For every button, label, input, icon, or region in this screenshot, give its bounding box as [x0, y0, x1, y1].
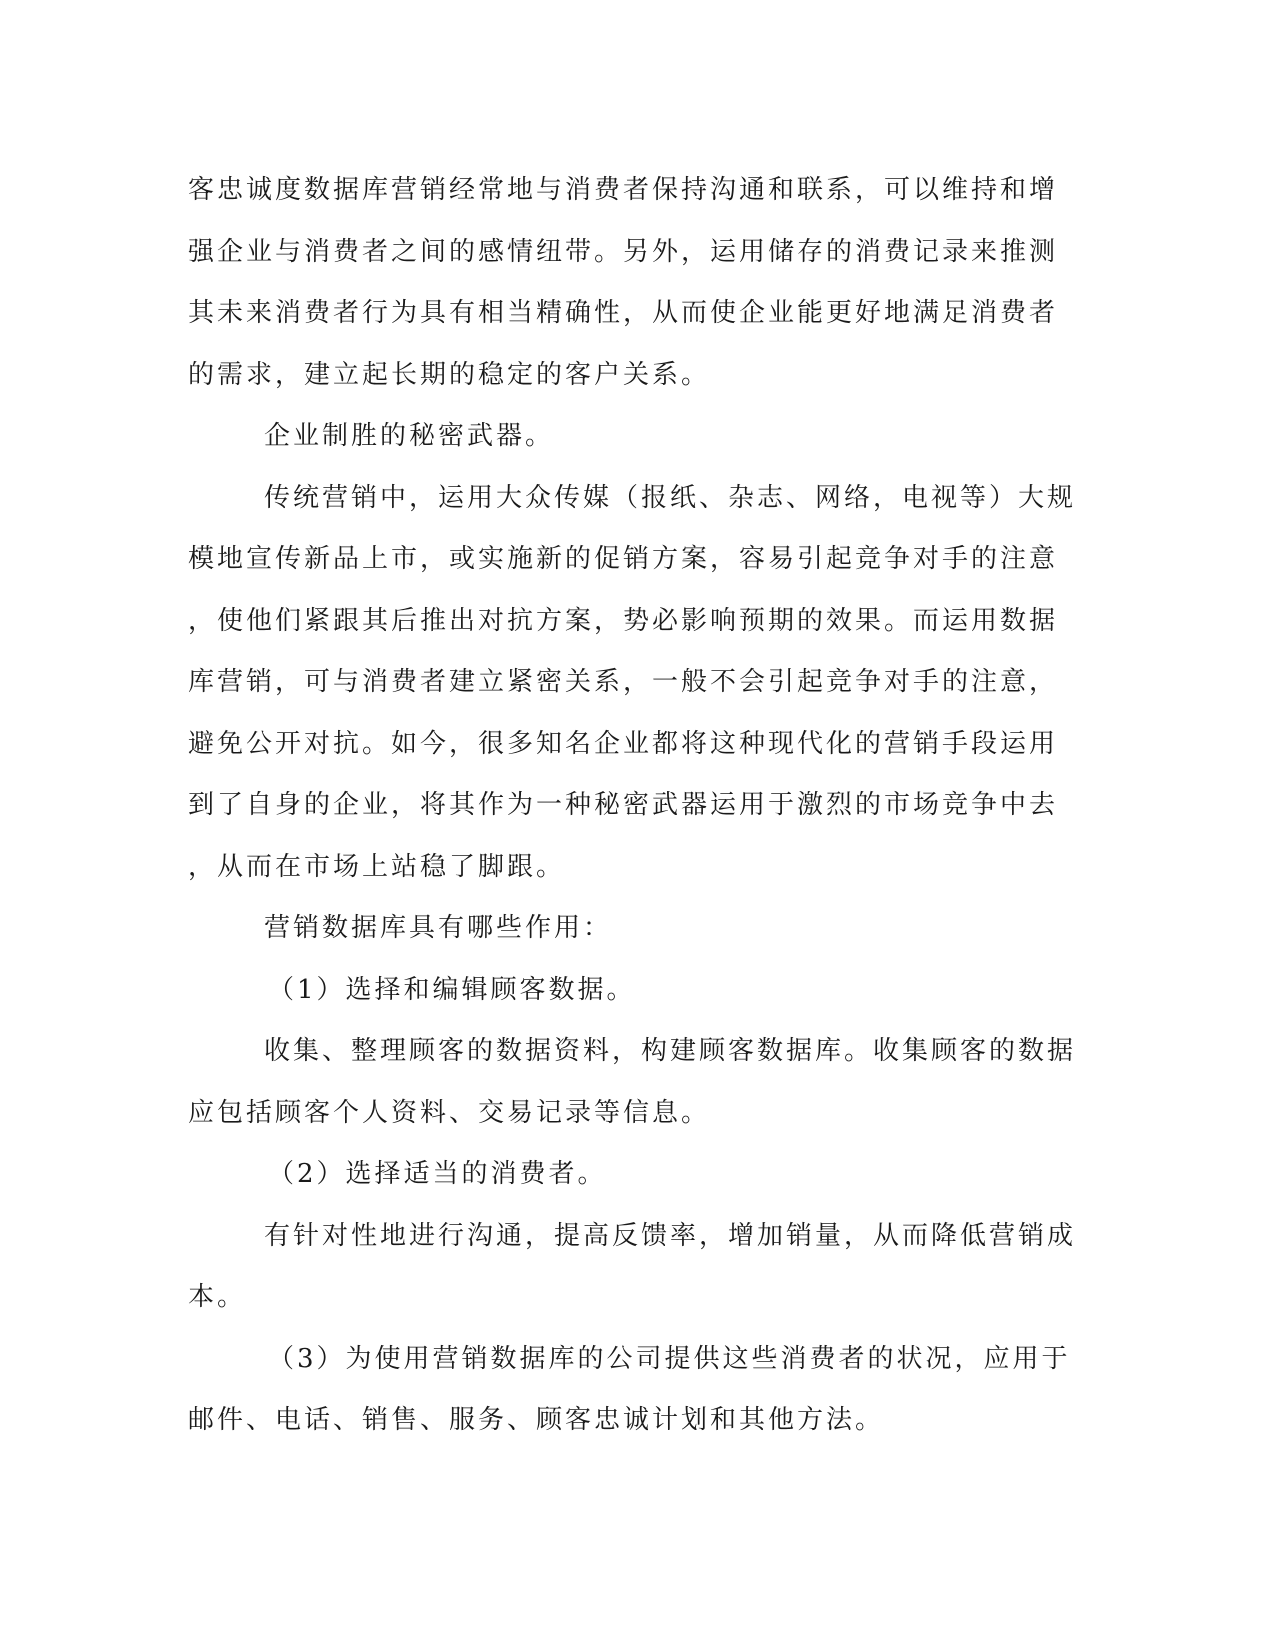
- text-line: 避免公开对抗。如今，很多知名企业都将这种现代化的营销手段运用: [188, 728, 1059, 759]
- text-line: 模地宣传新品上市，或实施新的促销方案，容易引起竞争对手的注意: [188, 544, 1059, 574]
- text-line: 有针对性地进行沟通，提高反馈率，增加销量，从而降低营销成: [264, 1220, 1077, 1251]
- text-line: 收集、整理顾客的数据资料，构建顾客数据库。收集顾客的数据: [264, 1036, 1077, 1066]
- document-body: [188, 160, 1078, 1452]
- text-line: 本。: [188, 1282, 247, 1312]
- text-line: 强企业与消费者之间的感情纽带。另外，运用储存的消费记录来推测: [188, 236, 1059, 267]
- text-line: 传统营销中，运用大众传媒（报纸、杂志、网络，电视等）大规: [264, 482, 1077, 513]
- text-line: 应包括顾客个人资料、交易记录等信息。: [188, 1097, 711, 1128]
- text-line: 客忠诚度数据库营销经常地与消费者保持沟通和联系，可以维持和增: [188, 175, 1059, 205]
- text-line: ，使他们紧跟其后推出对抗方案，势必影响预期的效果。而运用数据: [188, 605, 1059, 636]
- text-line: ，从而在市场上站稳了脚跟。: [188, 851, 566, 882]
- list-item-heading: （1）选择和编辑顾客数据。: [268, 974, 636, 1005]
- text-line: 库营销，可与消费者建立紧密关系，一般不会引起竞争对手的注意，: [188, 667, 1059, 697]
- text-line: 其未来消费者行为具有相当精确性，从而使企业能更好地满足消费者: [188, 298, 1059, 328]
- text-line: 到了自身的企业，将其作为一种秘密武器运用于激烈的市场竞争中去: [188, 790, 1059, 820]
- section-heading: 营销数据库具有哪些作用：: [264, 913, 613, 943]
- text-line: 的需求，建立起长期的稳定的客户关系。: [188, 359, 711, 390]
- text-line: 邮件、电话、销售、服务、顾客忠诚计划和其他方法。: [188, 1405, 885, 1435]
- list-item-heading: （2）选择适当的消费者。: [268, 1159, 607, 1189]
- list-item-heading: （3）为使用营销数据库的公司提供这些消费者的状况，应用于: [268, 1343, 1071, 1374]
- section-heading: 企业制胜的秘密武器。: [264, 421, 555, 451]
